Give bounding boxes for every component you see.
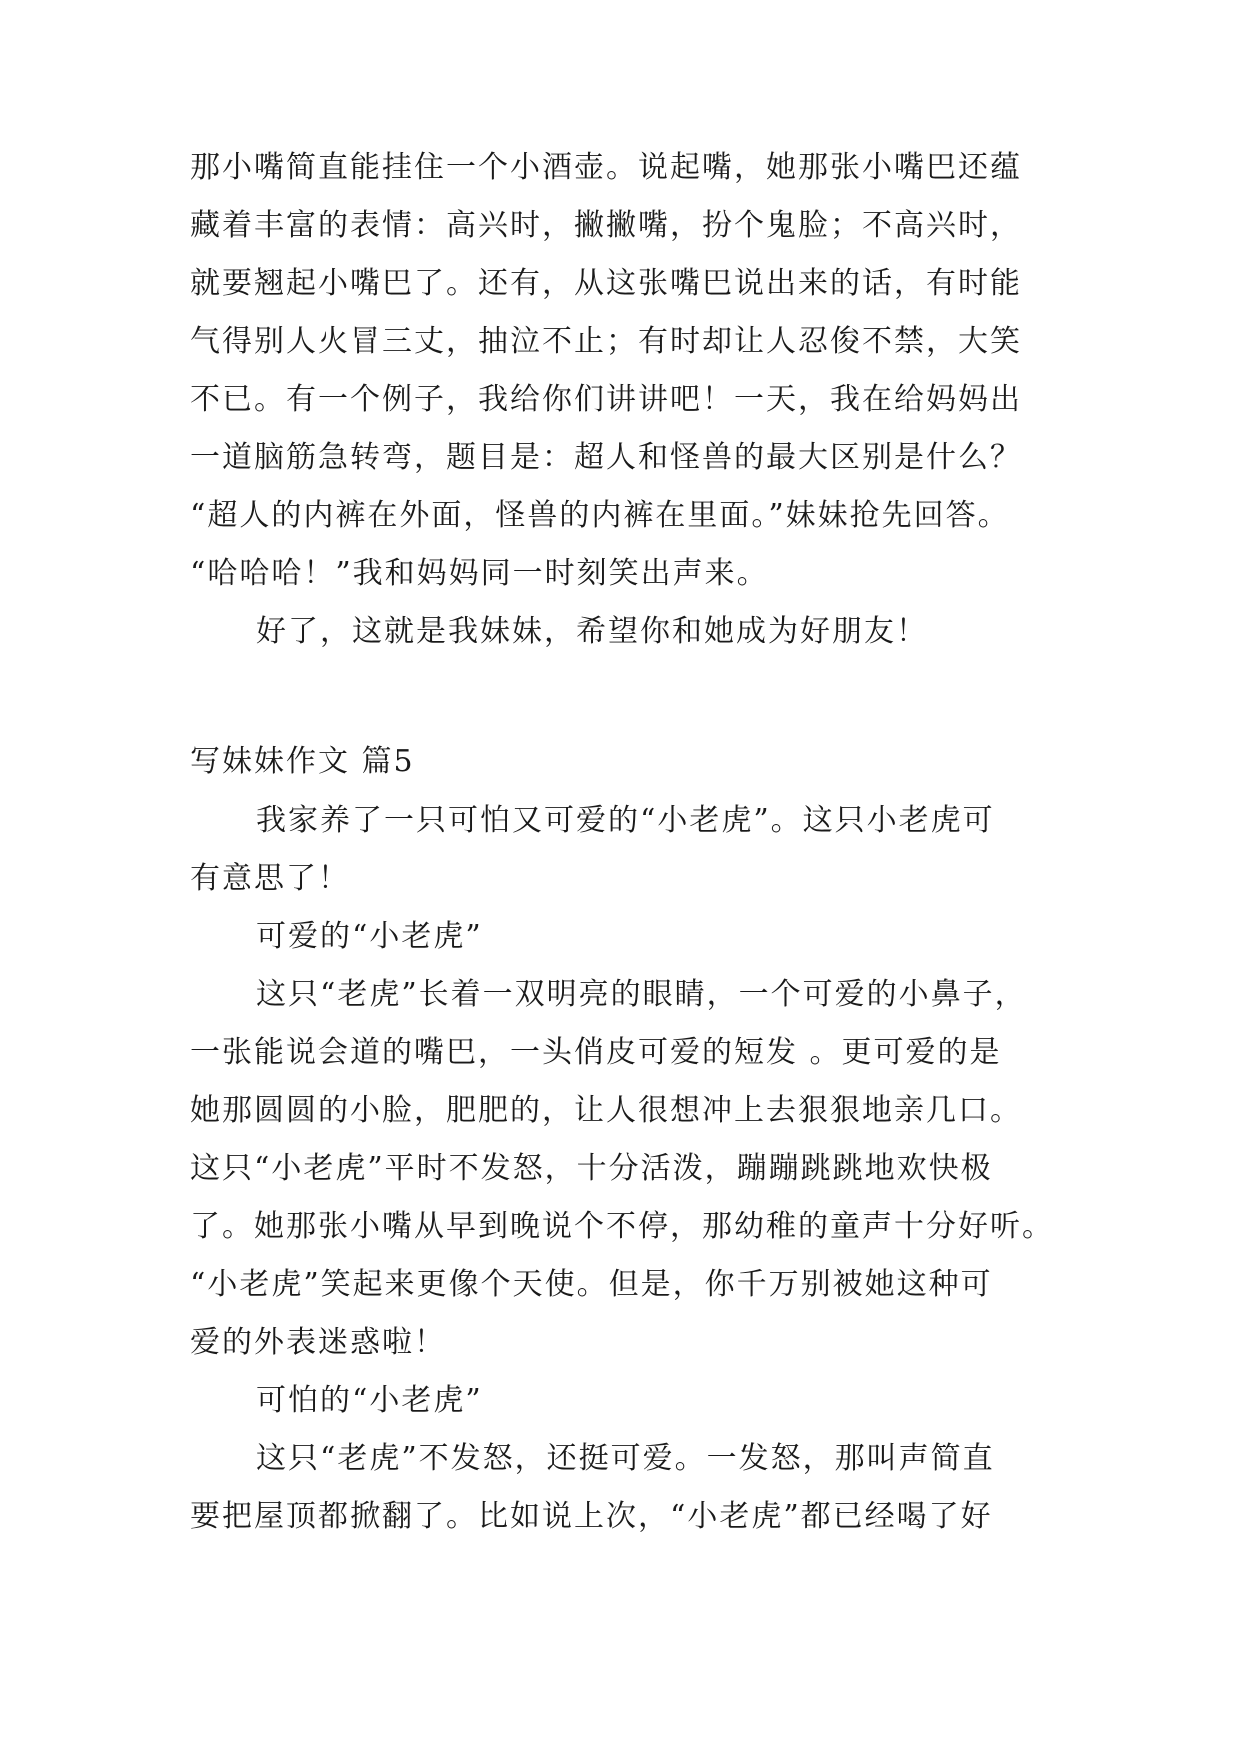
text-line: 我家养了一只可怕又可爱的“小老虎”。这只小老虎可 xyxy=(256,803,995,838)
text-line: 一张能说会道的嘴巴，一头俏皮可爱的短发 。更可爱的是 xyxy=(190,1035,1002,1070)
text-line: “超人的内裤在外面，怪兽的内裤在里面。”妹妹抢先回答。 xyxy=(190,498,1010,533)
text-line: 她那圆圆的小脸，肥肥的，让人很想冲上去狠狠地亲几口。 xyxy=(190,1093,1022,1128)
subheading-cute: 可爱的“小老虎” xyxy=(256,919,483,954)
text-line: 有意思了！ xyxy=(190,861,350,896)
text-line: 一道脑筋急转弯，题目是：超人和怪兽的最大区别是什么？ xyxy=(190,440,1022,475)
text-line: 爱的外表迷惑啦！ xyxy=(190,1325,446,1360)
text-line: 这只“老虎”长着一双明亮的眼睛，一个可爱的小鼻子， xyxy=(256,977,1027,1012)
text-line: 气得别人火冒三丈，抽泣不止；有时却让人忍俊不禁，大笑 xyxy=(190,324,1022,359)
text-line: 这只“小老虎”平时不发怒，十分活泼，蹦蹦跳跳地欢快极 xyxy=(190,1151,993,1186)
text-line: 那小嘴简直能挂住一个小酒壶。说起嘴，她那张小嘴巴还蕴 xyxy=(190,150,1022,185)
text-line: “哈哈哈！”我和妈妈同一时刻笑出声来。 xyxy=(190,556,769,591)
text-line: 要把屋顶都掀翻了。比如说上次，“小老虎”都已经喝了好 xyxy=(190,1499,993,1534)
text-line: 这只“老虎”不发怒，还挺可爱。一发怒，那叫声简直 xyxy=(256,1441,995,1476)
text-line: 藏着丰富的表情：高兴时，撇撇嘴，扮个鬼脸；不高兴时， xyxy=(190,208,1022,243)
section-heading: 写妹妹作文 篇5 xyxy=(190,744,415,779)
text-line: 了。她那张小嘴从早到晚说个不停，那幼稚的童声十分好听。 xyxy=(190,1209,1054,1244)
text-line: 不已。有一个例子，我给你们讲讲吧！一天，我在给妈妈出 xyxy=(190,382,1022,417)
closing-line: 好了，这就是我妹妹，希望你和她成为好朋友！ xyxy=(256,614,928,649)
text-line: “小老虎”笑起来更像个天使。但是，你千万别被她这种可 xyxy=(190,1267,993,1302)
subheading-scary: 可怕的“小老虎” xyxy=(256,1383,483,1418)
text-line: 就要翘起小嘴巴了。还有，从这张嘴巴说出来的话，有时能 xyxy=(190,266,1022,301)
